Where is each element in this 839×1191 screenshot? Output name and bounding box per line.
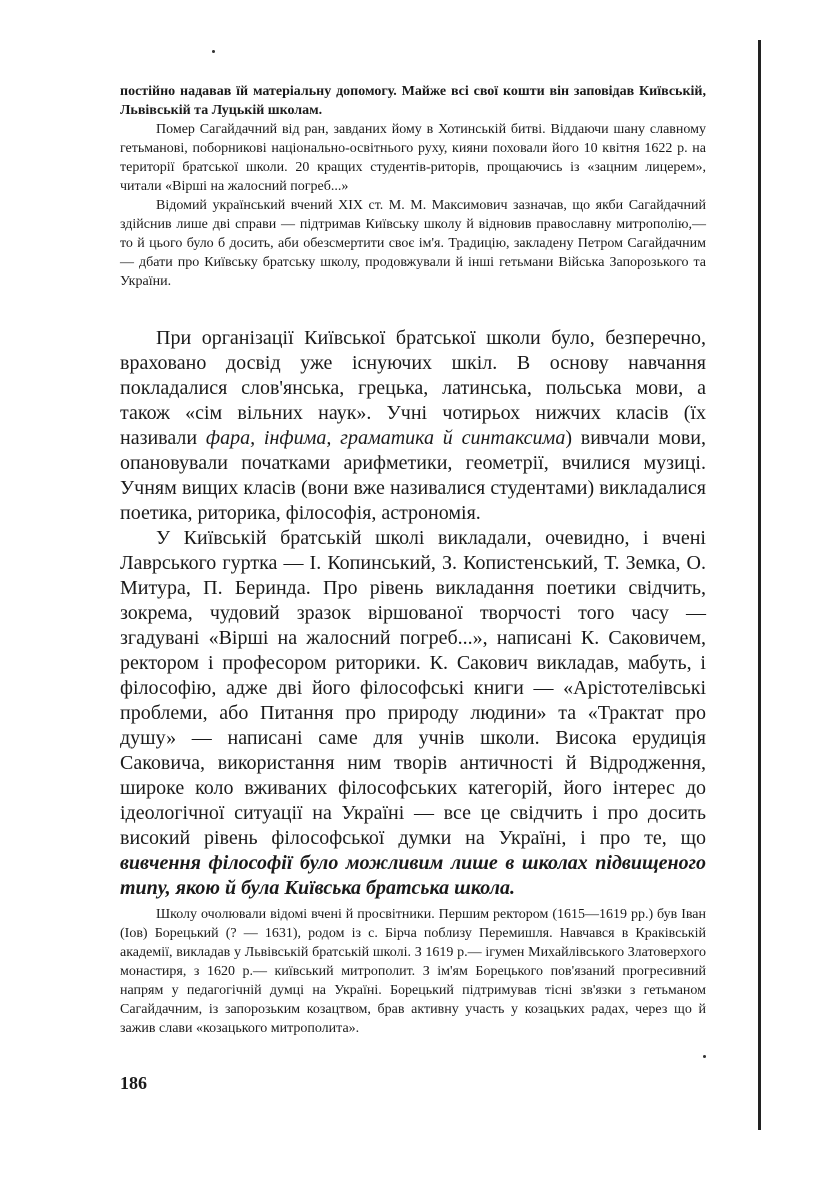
speck <box>703 1055 706 1058</box>
text-run: У Київській братській школі викладали, очевидно, і вчені Лаврського гуртка — І. Копинський, З. Копистенський, Т. Земка, О. Митура, П. Беринда. Про рівень викладання поетики свідчить, зокрема, чудовий зразок віршованої творчості того часу — згадувані «Вірші на жалосний погреб...», написані К. Саковичем, ректором і професором риторики. К. Сакович викладав, мабуть, і філософію, адже дві його філософські книги — «Арістотелівські проблеми, або Питання про природу людини» та «Трактат про душу» — написані саме для учнів школи. Висока ерудиція Саковича, використання ним творів античності й Відродження, широке коло вживаних філософських категорій, його інтерес до ідеологічної ситуації на Україні — все це свідчить і про досить високий рівень філософської думки на Україні, і про те, що <box>120 527 706 849</box>
inset-paragraph-continuation: постійно надавав їй матеріальну допомогу. Майже всі свої кошти він заповідав Київській, Львівській та Луцькій школам. <box>120 84 706 118</box>
page-number: 186 <box>120 1073 147 1093</box>
text-run: При організації Київської братської школи було, безперечно, враховано досвід уже існуючих шкіл. В основу навчання покладалися слов'янська, грецька, латинська, польська мови, а також «сім вільних наук». Учні чотирьох нижчих класів (їх називали <box>120 327 706 449</box>
text-run: ) вивчали мови, опановували початками арифметики, геометрії, вчилися музиці. Учням вищих класів (вони вже називалися студентами) викладалися поетика, риторика, філософія, астрономія. <box>120 427 707 524</box>
upper-inset-text <box>120 82 706 291</box>
speck <box>212 50 215 53</box>
footnote-borecky: Школу очолювали відомі вчені й просвітники. Першим ректором (1615—1619 рр.) був Іван (Іов) Борецький (? — 1631), родом із с. Бірча поблизу Перемишля. Навчався в Краківській академії, викладав у Львівській братській школі. З 1619 р.— ігумен Михайлівського Златоверхого монастиря, з 1620 р.— київський митрополит. З ім'ям Борецького пов'язаний прогресивний напрям у педагогічній думці на Україні. Борецький підтримував тісні зв'язки з гетьманом Сагайдачним, із запорозьким козацтвом, брав активну участь у козацьких радах, через що й зажив слави «козацького митрополита». <box>120 907 706 1036</box>
main-text <box>120 326 706 901</box>
italic-class-names: фара, інфима, граматика й синтаксима <box>205 427 566 449</box>
emphasized-conclusion: вивчення філософії було можливим лише в школах підвищеного типу, якою й була Київська братська школа. <box>120 852 706 899</box>
footnote-block <box>120 905 706 1038</box>
main-paragraph-curriculum <box>120 326 706 526</box>
inset-paragraph-maksymovych: Відомий український вчений XIX ст. М. М. Максимович зазначав, що якби Сагайдачний здійснив лише дві справи — підтримав Київську школу й відновив православну митрополію,— то й цього було б досить, аби обезсмертити своє ім'я. Традицію, закладену Петром Сагайдачним — дбати про Київську братську школу, продовжували й інші гетьмани Війська Запорозького та України. <box>120 198 706 289</box>
page-edge-line <box>758 40 761 1130</box>
main-paragraph-teachers <box>120 526 706 901</box>
inset-paragraph-sagaidachny-death: Помер Сагайдачний від ран, завданих йому в Хотинській битві. Віддаючи шану славному гетьманові, поборникові національно-освітнього руху, кияни поховали його 10 квітня 1622 р. на території братської школи. 20 кращих студентів-риторів, прощаючись із «зацним лицерем», читали «Вірші на жалосний погреб...» <box>120 122 706 194</box>
